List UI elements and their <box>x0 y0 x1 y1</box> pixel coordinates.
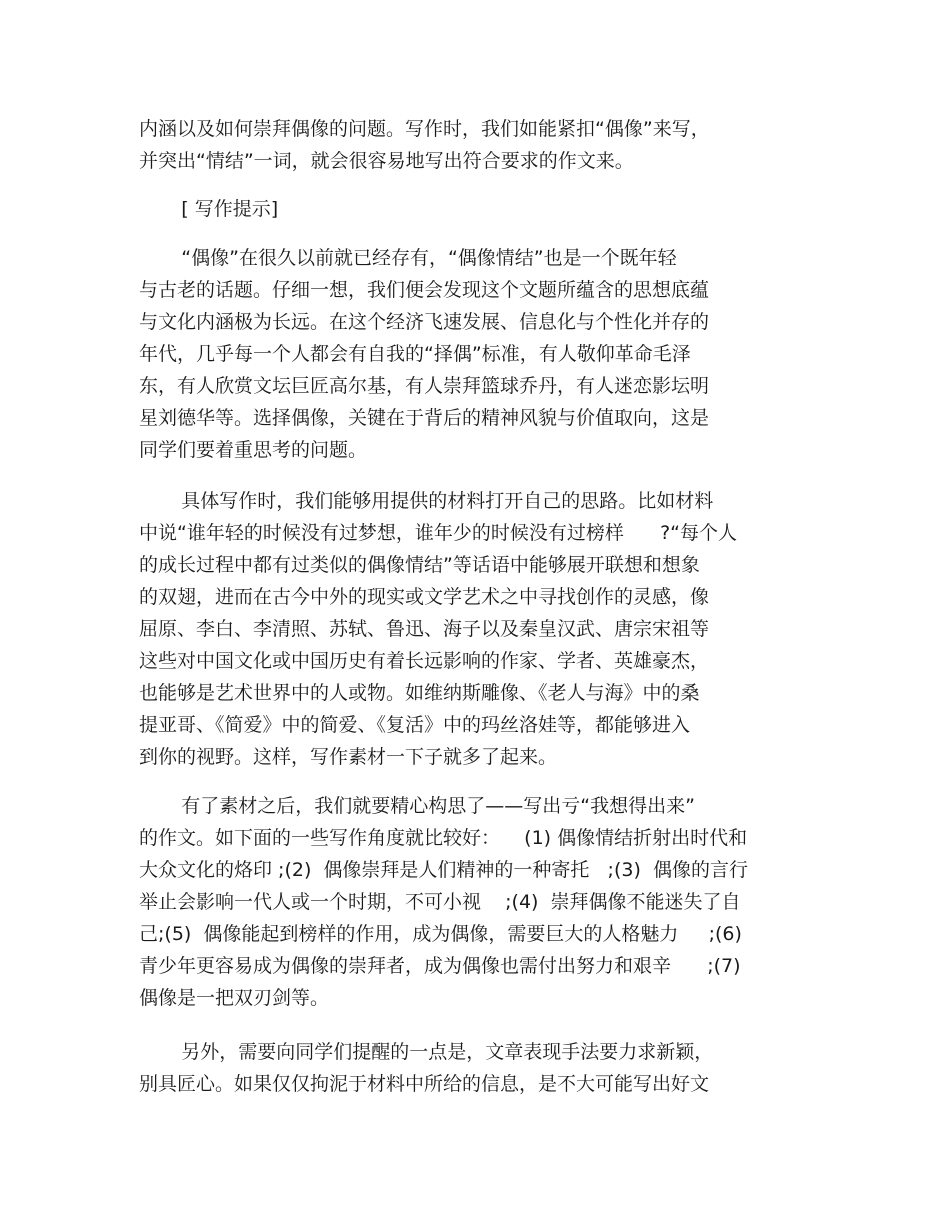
text-line: 大众文化的烙印 ;(2) 偶像崇拜是人们精神的一种寄托 ;(3) 偶像的言行 <box>139 859 748 881</box>
text-line: 并突出“情结”一词，就会很容易地写出符合要求的作文来。 <box>139 150 634 172</box>
text-line: 中说“谁年轻的时候没有过梦想，谁年少的时候没有过榜样 ?“每个人 <box>139 522 738 544</box>
text-line: 年代，几乎每一个人都会有自我的“择偶”标准，有人敬仰革命毛泽 <box>139 343 691 365</box>
text-line: 举止会影响一代人或一个时期，不可小视 ;(4) 崇拜偶像不能迷失了自 <box>139 891 741 913</box>
text-line: 的双翅，进而在古今中外的现实或文学艺术之中寻找创作的灵感，像 <box>139 586 710 608</box>
section-heading-writing-tips <box>139 193 839 225</box>
text-line: 同学们要着重思考的问题。 <box>139 439 368 461</box>
text-line: 有了素材之后，我们就要精心构思了——写出亏“我想得出来” <box>139 795 695 817</box>
text-line: 具体写作时，我们能够用提供的材料打开自己的思路。比如材料 <box>139 490 714 512</box>
text-line: 也能够是艺术世界中的人或物。如维纳斯雕像、《老人与海》中的桑 <box>139 682 700 704</box>
text-line: 与文化内涵极为长远。在这个经济飞速发展、信息化与个性化并存的 <box>139 311 710 333</box>
text-line: 的作文。如下面的一些写作角度就比较好： (1) 偶像情结折射出时代和 <box>139 827 748 849</box>
paragraph-writing-angles <box>139 790 839 1014</box>
text-line: 的成长过程中都有过类似的偶像情结”等话语中能够展开联想和想象 <box>139 554 700 576</box>
text-line: 星刘德华等。选择偶像，关键在于背后的精神风貌与价值取向，这是 <box>139 407 710 429</box>
text-line: 到你的视野。这样，写作素材一下子就多了起来。 <box>139 746 558 768</box>
text-line: 别具匠心。如果仅仅拘泥于材料中所给的信息，是不大可能写出好文 <box>139 1073 710 1095</box>
paragraph-writing-materials <box>139 485 839 773</box>
text-line: 偶像是一把双刃剑等。 <box>139 987 330 1009</box>
text-line: 内涵以及如何崇拜偶像的问题。写作时，我们如能紧扣“偶像”来写， <box>139 118 710 140</box>
text-line: 东，有人欣赏文坛巨匠高尔基，有人崇拜篮球乔丹，有人迷恋影坛明 <box>139 375 710 397</box>
paragraph-intro-continuation <box>139 113 839 177</box>
text-line: 与古老的话题。仔细一想，我们便会发现这个文题所蕴含的思想底蕴 <box>139 279 710 301</box>
text-line: 己;(5) 偶像能起到榜样的作用，成为偶像，需要巨大的人格魅力 ;(6) <box>139 923 742 945</box>
text-line: [ 写作提示] <box>139 198 279 220</box>
text-line: 提亚哥、《简爱》中的简爱、《复活》中的玛丝洛娃等，都能够进入 <box>139 714 691 736</box>
paragraph-idol-topic <box>139 242 839 466</box>
paragraph-expression-technique <box>139 1036 839 1100</box>
text-line: 青少年更容易成为偶像的崇拜者，成为偶像也需付出努力和艰辛 ;(7) <box>139 955 741 977</box>
text-line: 这些对中国文化或中国历史有着长远影响的作家、学者、英雄豪杰， <box>139 650 710 672</box>
text-line: 另外，需要向同学们提醒的一点是，文章表现手法要力求新颖， <box>139 1041 714 1063</box>
text-line: 屈原、李白、李清照、苏轼、鲁迅、海子以及秦皇汉武、唐宗宋祖等 <box>139 618 710 640</box>
text-line: “偶像”在很久以前就已经存有，“偶像情结”也是一个既年轻 <box>139 247 677 269</box>
